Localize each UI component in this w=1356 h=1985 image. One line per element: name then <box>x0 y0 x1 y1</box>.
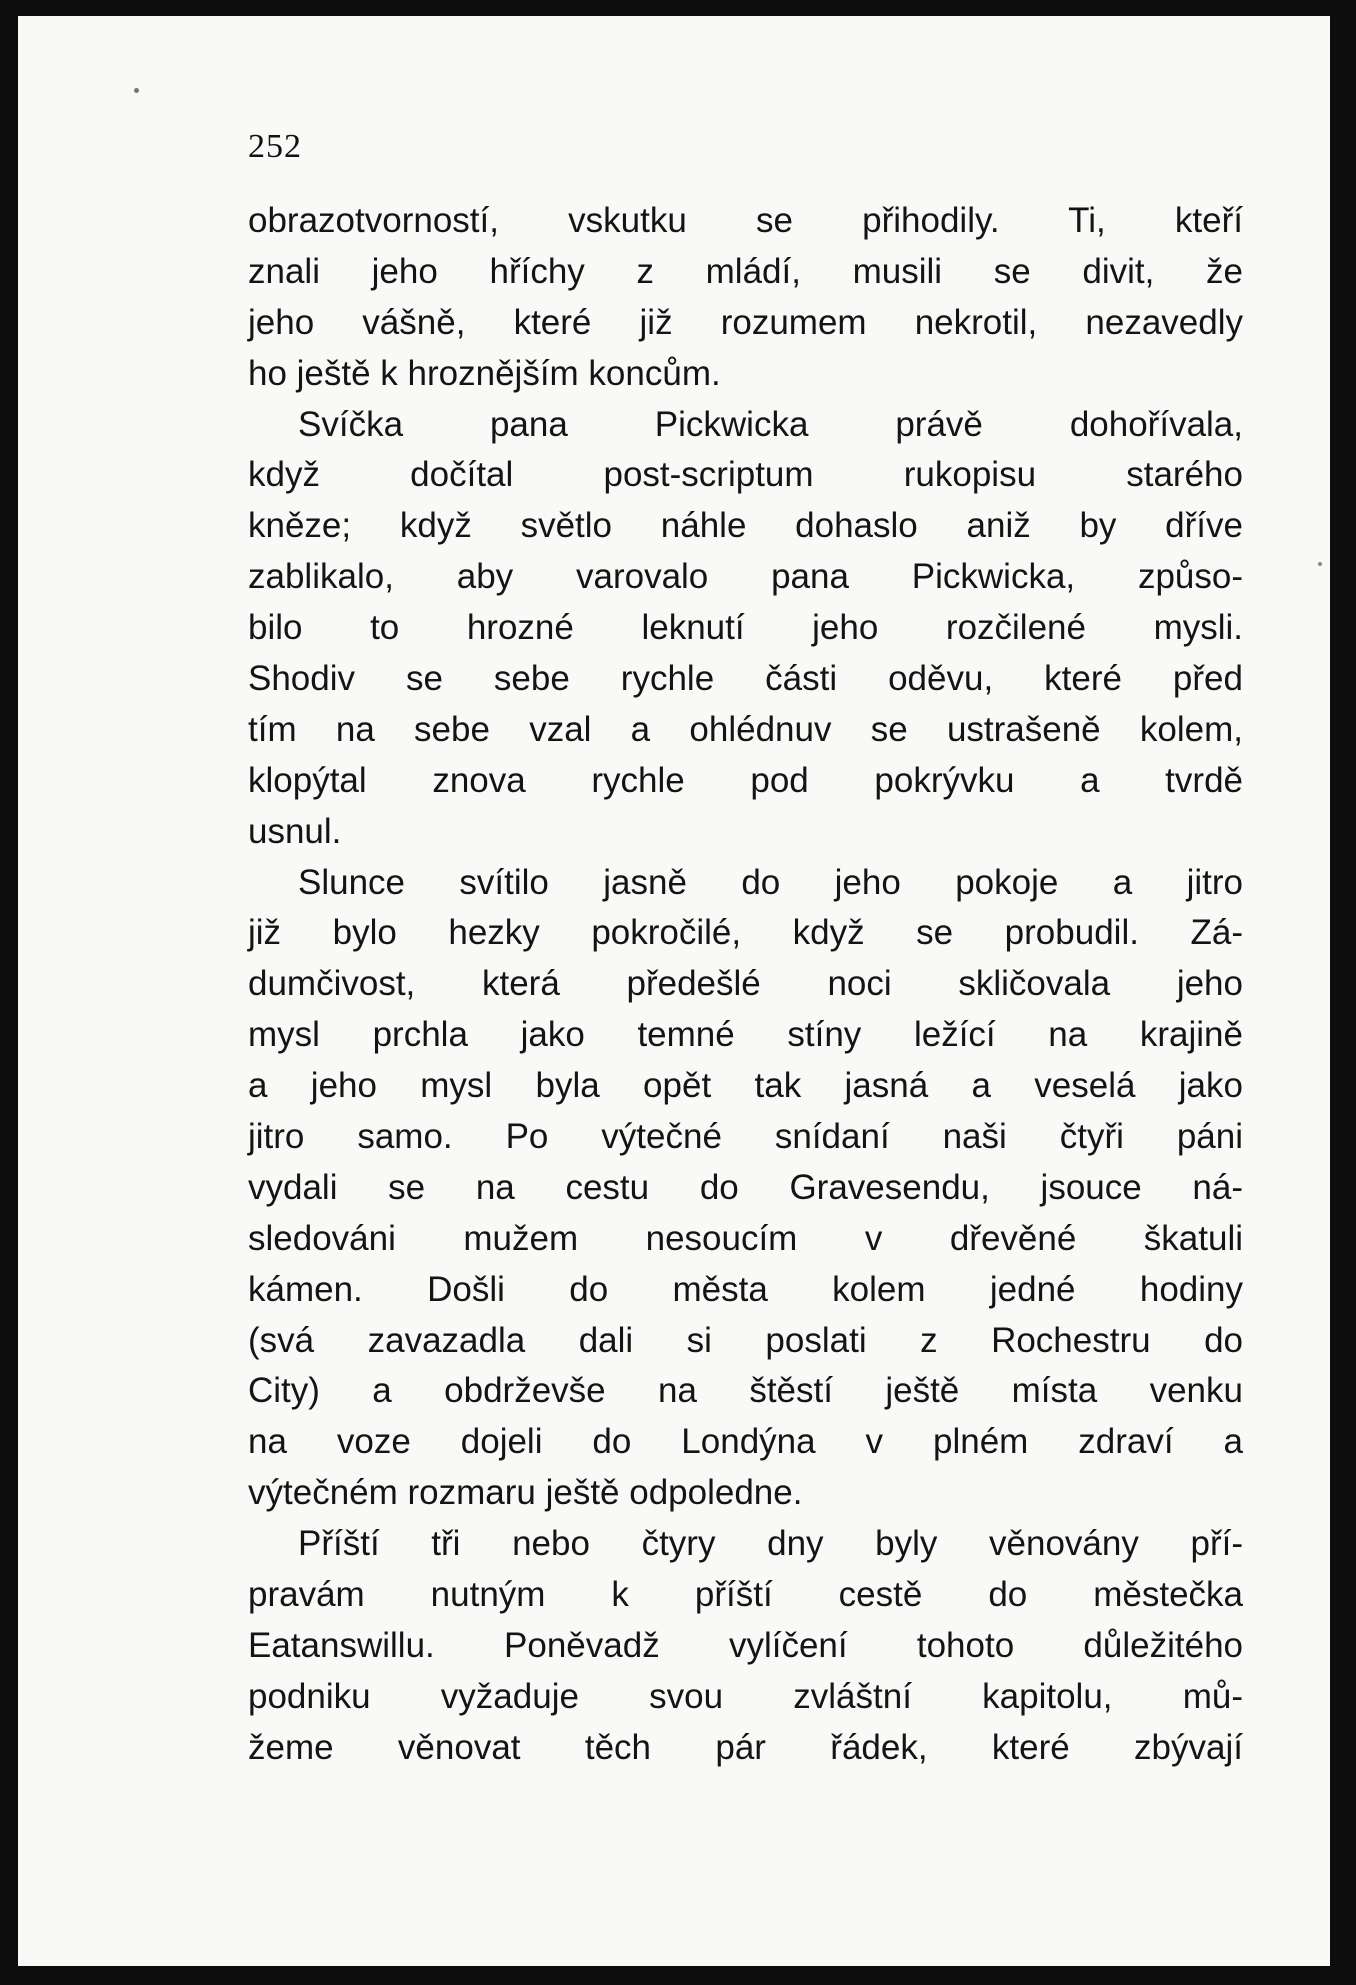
text-line: pravám nutným k příští cestě do městečka <box>248 1575 1243 1615</box>
text-line: City) a obdrževše na štěstí ještě místa venku <box>248 1371 1243 1411</box>
text-line: kněze; když světlo náhle dohaslo aniž by dříve <box>248 506 1243 546</box>
text-line: sledováni mužem nesoucím v dřevěné škatuli <box>248 1218 1243 1258</box>
book-page <box>18 16 1330 1966</box>
text-line: jitro samo. Po výtečné snídaní naši čtyři páni <box>248 1117 1243 1157</box>
text-line: na voze dojeli do Londýna v plném zdraví a <box>248 1422 1243 1462</box>
text-line: jeho vášně, které již rozumem nekrotil, nezavedly <box>248 302 1243 342</box>
text-line: bilo to hrozné leknutí jeho rozčilené mysli. <box>248 608 1243 648</box>
text-line: Shodiv se sebe rychle části oděvu, které před <box>248 659 1243 699</box>
text-line: podniku vyžaduje svou zvláštní kapitolu, mů- <box>248 1676 1243 1716</box>
text-line: Svíčka pana Pickwicka právě dohořívala, <box>298 404 1243 444</box>
text-line: již bylo hezky pokročilé, když se probudil. Zá- <box>248 913 1243 953</box>
text-line: zablikalo, aby varovalo pana Pickwicka, způso- <box>248 557 1243 597</box>
text-line: znali jeho hříchy z mládí, musili se divit, že <box>248 251 1243 291</box>
text-line: žeme věnovat těch pár řádek, které zbývají <box>248 1727 1243 1767</box>
text-line: kámen. Došli do města kolem jedné hodiny <box>248 1269 1243 1309</box>
text-line: výtečném rozmaru ještě odpoledne. <box>248 1473 803 1513</box>
text-line: Eatanswillu. Poněvadž vylíčení tohoto důležitého <box>248 1625 1243 1665</box>
text-line: dumčivost, která předešlé noci skličovala jeho <box>248 964 1243 1004</box>
text-line: obrazotvorností, vskutku se přihodily. Ti, kteří <box>248 201 1243 240</box>
text-line: ho ještě k hroznějším koncům. <box>248 353 721 393</box>
body-text <box>248 196 1243 1774</box>
text-line: vydali se na cestu do Gravesendu, jsouce ná- <box>248 1167 1243 1207</box>
text-line: klopýtal znova rychle pod pokrývku a tvrdě <box>248 760 1243 800</box>
text-line: a jeho mysl byla opět tak jasná a veselá jako <box>248 1066 1243 1106</box>
text-line: tím na sebe vzal a ohlédnuv se ustrašeně kolem, <box>248 709 1243 749</box>
text-line: Příští tři nebo čtyry dny byly věnovány pří- <box>298 1524 1243 1564</box>
text-line: usnul. <box>248 811 342 851</box>
text-line: (svá zavazadla dali si poslati z Rochestru do <box>248 1320 1243 1360</box>
page-number: 252 <box>248 128 302 165</box>
text-line: Slunce svítilo jasně do jeho pokoje a jitro <box>298 862 1243 902</box>
text-line: mysl prchla jako temné stíny ležící na krajině <box>248 1015 1243 1055</box>
text-line: když dočítal post-scriptum rukopisu starého <box>248 455 1243 495</box>
speck-mark <box>1318 562 1322 566</box>
speck-mark <box>134 88 139 93</box>
